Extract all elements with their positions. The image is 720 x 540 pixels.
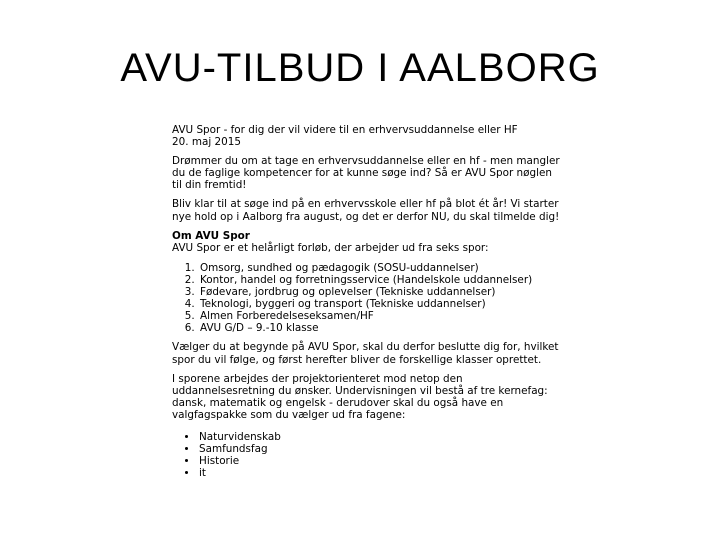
doc-date: 20. maj 2015 — [172, 136, 241, 149]
doc-section-title: Om AVU Spor — [172, 229, 250, 242]
fag-list-item: • Historie — [198, 455, 562, 467]
spor-list — [172, 262, 562, 335]
doc-heading-line: AVU Spor - for dig der vil videre til en erhvervsuddannelse eller HF — [172, 124, 518, 136]
fag-list — [172, 431, 562, 479]
doc-choice-paragraph: Vælger du at begynde på AVU Spor, skal du derfor beslutte dig for, hvilket spor du vil følge, og først herefter bliver de forskellige klasser oprettet. — [172, 341, 559, 366]
spor-list-item: 2. Kontor, handel og forretningsservice (Handelskole uddannelser) — [198, 274, 562, 286]
spor-list-item: 1. Omsorg, sundhed og pædagogik (SOSU-uddannelser) — [198, 262, 562, 274]
fag-list-item: • Naturvidenskab — [198, 431, 562, 443]
spor-list-item: 3. Fødevare, jordbrug og oplevelser (Tekniske uddannelser) — [198, 286, 562, 298]
spor-list-item: 6. AVU G/D – 9.-10 klasse — [198, 322, 562, 334]
spor-list-item: 4. Teknologi, byggeri og transport (Tekniske uddannelser) — [198, 298, 562, 310]
doc-section-intro: AVU Spor er et helårligt forløb, der arbejder ud fra seks spor: — [172, 241, 489, 254]
doc-project-paragraph: I sporene arbejdes der projektorienteret mod netop den uddannelsesretning du ønsker. Undervisningen vil bestå af tre kernefag: dansk, matematik og engelsk - derudover skal du også have en valgfagspakke som du vælger ud fra fagene: — [172, 372, 548, 421]
fag-list-item: • Samfundsfag — [198, 443, 562, 455]
slide-title: AVU-TILBUD I AALBORG — [120, 46, 600, 90]
spor-list-item: 5. Almen Forberedelseseksamen/HF — [198, 310, 562, 322]
doc-intro-paragraph: Drømmer du om at tage en erhvervsuddannelse eller en hf - men mangler du de faglige kompetencer for at kunne søge ind? Så er AVU Spor nøglen til din fremtid! — [172, 155, 560, 192]
fag-list-item: • it — [198, 467, 562, 479]
doc-call-paragraph: Bliv klar til at søge ind på en erhvervsskole eller hf på blot ét år! Vi starter nye hold op i Aalborg fra august, og det er derfor NU, du skal tilmelde dig! — [172, 198, 560, 223]
document-image — [172, 124, 562, 479]
